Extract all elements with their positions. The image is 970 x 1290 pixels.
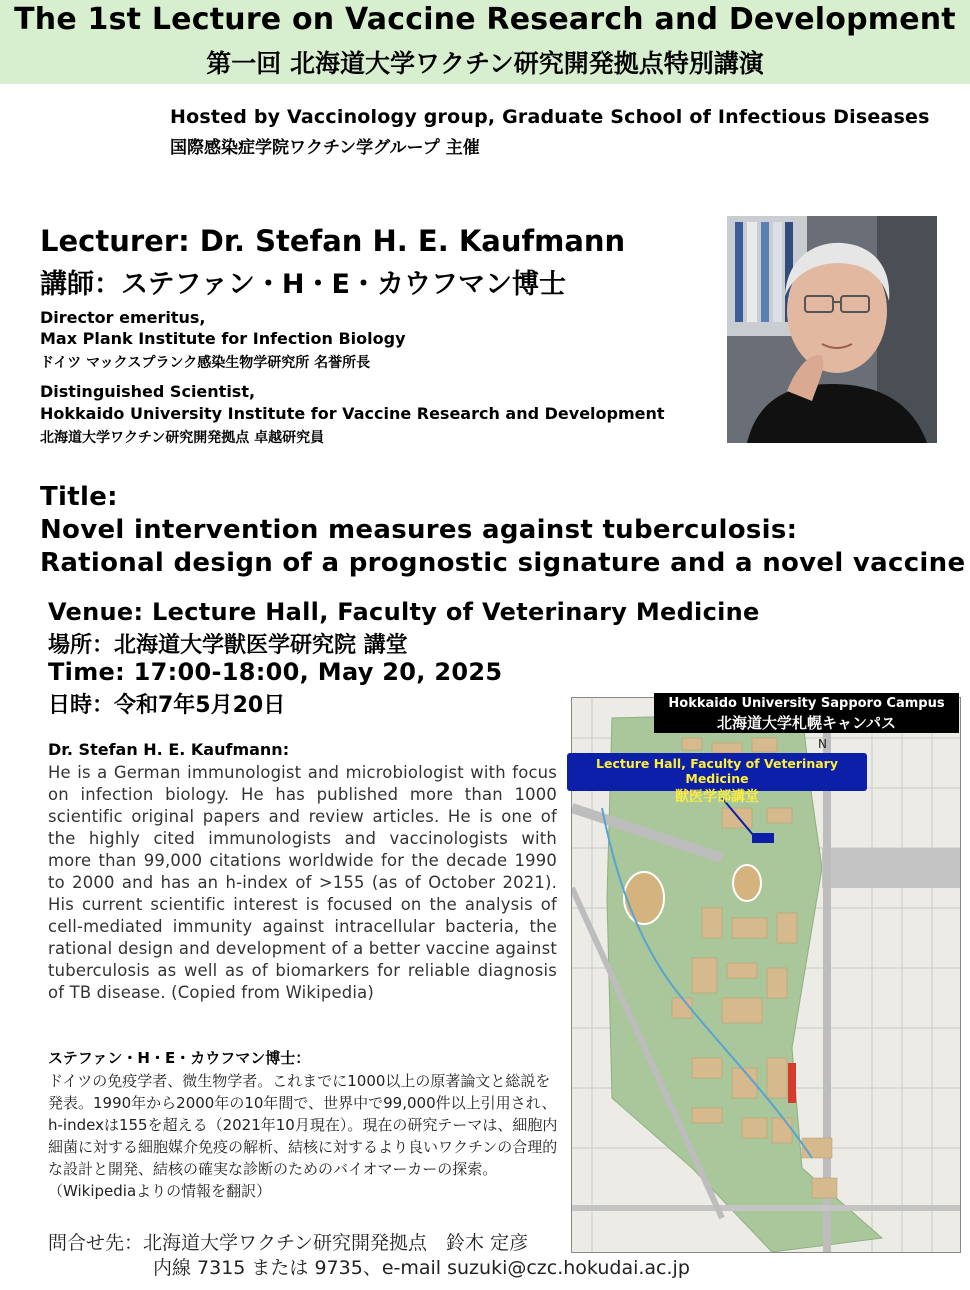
venue-ja: 場所：北海道大学獣医学研究院 講堂	[48, 633, 408, 658]
contact-line-2: 内線 7315 または 9735、e-mail suzuki@czc.hokudai.ac.jp	[153, 1257, 690, 1279]
lecturer-photo	[727, 216, 937, 443]
map-title	[654, 693, 959, 733]
map-callout-en: Lecture Hall, Faculty of Veterinary Medicine	[596, 756, 838, 786]
map-title-ja: 北海道大学札幌キャンパス	[717, 714, 896, 732]
event-title-ja: 第一回 北海道大学ワクチン研究開発拠点特別講演	[206, 49, 764, 78]
affiliation-1-role: Director emeritus,	[40, 308, 206, 327]
time-ja: 日時：令和7年5月20日	[48, 693, 286, 718]
affiliation-2-role: Distinguished Scientist,	[40, 382, 256, 401]
venue-en: Venue: Lecture Hall, Faculty of Veterinary Medicine	[48, 598, 760, 626]
lecturer-name-en: Lecturer: Dr. Stefan H. E. Kaufmann	[40, 224, 626, 258]
bio-text-en: He is a German immunologist and microbiologist with focus on infection biology. He has published more than 1000 scientific original papers and review articles. He is one of the highly cited immunologists and vaccinologists with more than 99,000 citations worldwide for the decade 1990 to 2000 and has an h-index of >155 (as of October 2021). His current scientific interest is focused on the analysis of cell-mediated immunity against intracellular bacteria, the rational design and development of a better vaccine against tuberculosis as well as of biomarkers for reliable diagnosis of TB disease. (Copied from Wikipedia)	[48, 763, 557, 1002]
event-title-en: The 1st Lecture on Vaccine Research and Development	[14, 2, 956, 37]
svg-text:N: N	[818, 737, 827, 751]
talk-title-line-2: Rational design of a prognostic signature and a novel vaccine	[40, 548, 966, 578]
map-title-en: Hokkaido University Sapporo Campus	[668, 696, 945, 711]
bio-heading-ja: ステファン・H・E・カウフマン博士：	[48, 1049, 311, 1067]
talk-title-line-1: Novel intervention measures against tuberculosis:	[40, 515, 798, 545]
lecturer-name-ja: 講師：ステファン・H・E・カウフマン博士	[40, 269, 566, 300]
affiliation-1-institute: Max Plank Institute for Infection Biology	[40, 329, 406, 348]
map-venue-callout	[567, 753, 867, 805]
affiliation-1-ja: ドイツ マックスプランク感染生物学研究所 名誉所長	[40, 355, 371, 371]
host-ja: 国際感染症学院ワクチン学グループ 主催	[170, 138, 480, 158]
talk-title-label: Title:	[40, 482, 118, 512]
affiliation-2-institute: Hokkaido University Institute for Vaccine Research and Development	[40, 404, 665, 423]
time-en: Time: 17:00-18:00, May 20, 2025	[48, 658, 503, 686]
bio-heading-en: Dr. Stefan H. E. Kaufmann:	[48, 740, 290, 759]
bio-text-ja: ドイツの免疫学者、微生物学者。これまでに1000以上の原著論文と総説を発表。1990年から2000年の10年間で、世界中で99,000件以上引用され、h-indexは155を超える（2021年10月現在）。現在の研究テーマは、細胞内細菌に対する細胞媒介免疫の解析、結核に対するより良いワクチンの合理的な設計と開発、結核の確実な診断のためのバイオマーカーの探索。（Wikipediaよりの情報を翻訳）	[48, 1072, 558, 1200]
map-callout-ja: 獣医学部講堂	[675, 789, 759, 805]
contact-line-1: 問合せ先：北海道大学ワクチン研究開発拠点 鈴木 定彦	[48, 1232, 529, 1254]
venue-marker	[752, 833, 774, 843]
host-en: Hosted by Vaccinology group, Graduate School of Infectious Diseases	[170, 106, 930, 128]
affiliation-2-ja: 北海道大学ワクチン研究開発拠点 卓越研究員	[40, 430, 325, 446]
